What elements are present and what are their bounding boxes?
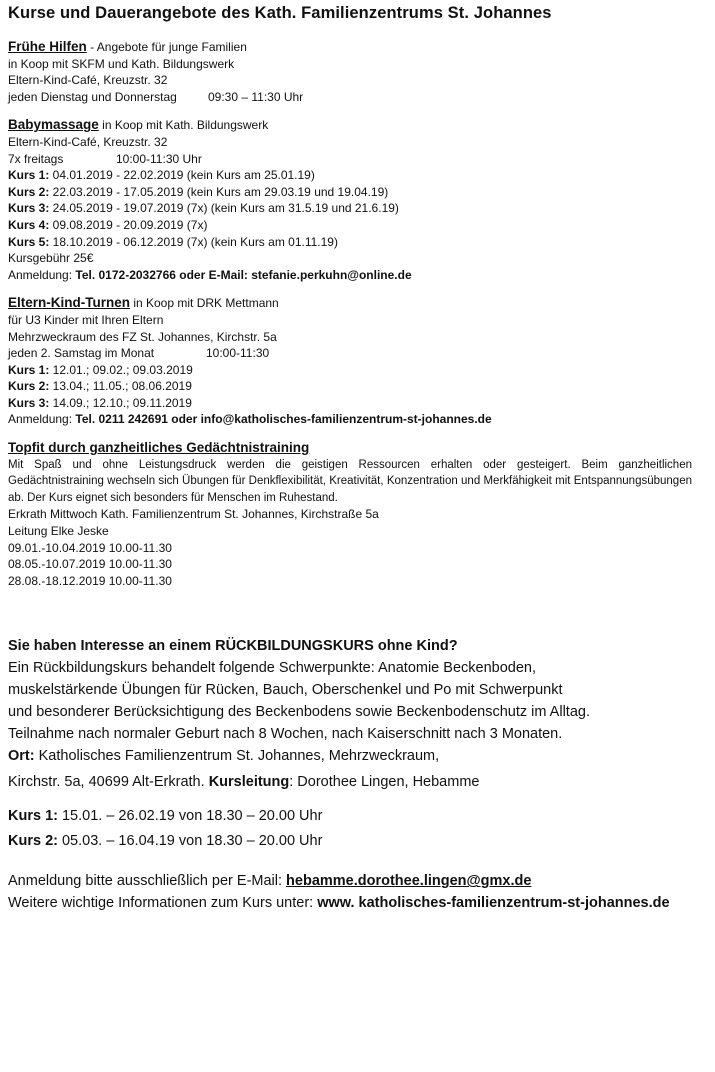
section-heading: Sie haben Interesse an einem RÜCKBILDUNGSKURS ohne Kind? [8,638,458,655]
section-subtitle: - Angebote für junge Familien [86,40,247,54]
schedule-time: 10:00-11:30 [206,346,270,361]
course-line [8,234,708,251]
signup-contact[interactable]: Tel. 0211 242691 oder info@katholisches-familienzentrum-st-johannes.de [75,412,492,427]
course-text: 14.09.; 12.10.; 09.11.2019 [49,395,192,410]
course-label: Kurs 3: [8,395,50,410]
course-line [8,378,708,395]
course-text: 22.03.2019 - 17.05.2019 (kein Kurs am 29.03.19 und 19.04.19) [49,184,389,199]
course-label: Kurs 5: [8,234,50,249]
date-line: 28.08.-18.12.2019 10.00-11.30 [8,573,172,588]
signup-contact[interactable]: Tel. 0172-2032766 oder E-Mail: stefanie.perkuhn@online.de [75,267,412,282]
section-rueckbildungskurs [8,635,708,914]
info-text-line [8,892,698,914]
date-line: 09.01.-10.04.2019 10.00-11.30 [8,540,172,555]
spacer [8,601,708,635]
info-line: in Koop mit SKFM und Kath. Bildungswerk [8,56,235,71]
course-line [8,830,708,852]
info-line: Eltern-Kind-Café, Kreuzstr. 32 [8,73,168,88]
section-fruehe-hilfen [8,39,708,105]
course-label: Kurs 1: [8,362,50,377]
leitung-label: Kursleitung [208,774,290,791]
course-line [8,805,708,827]
info-url[interactable]: www. katholisches-familienzentrum-st-johannes.de [317,895,670,912]
course-label: Kurs 1: [8,808,58,825]
schedule-days: 7x freitags [8,151,64,166]
signup-text: Anmeldung bitte ausschließlich per E-Mail: [8,873,287,890]
info-line: Ein Rückbildungskurs behandelt folgende Schwerpunkte: Anatomie Beckenboden, [8,660,536,677]
spacer [8,852,708,864]
course-text: 24.05.2019 - 19.07.2019 (7x) (kein Kurs am 31.5.19 und 21.6.19) [49,201,399,216]
info-text: Weitere wichtige Informationen zum Kurs unter: [8,895,318,912]
section-eltern-kind-turnen [8,295,708,428]
course-text: 09.08.2019 - 20.09.2019 (7x) [49,217,208,232]
section-gedaechtnistraining [8,440,708,589]
signup-label: Anmeldung: [8,412,76,427]
signup-label: Anmeldung: [8,267,76,282]
spacer [8,793,708,805]
course-line [8,167,708,184]
course-fee: Kursgebühr 25€ [8,251,94,266]
info-line: Eltern-Kind-Café, Kreuzstr. 32 [8,134,168,149]
course-text: 13.04.; 11.05.; 08.06.2019 [49,379,192,394]
flyer-page [8,4,708,914]
course-label: Kurs 3: [8,201,50,216]
course-label: Kurs 1: [8,168,50,183]
info-line: und besonderer Berücksichtigung des Beckenbodens sowie Beckenbodenschutz im Alltag. [8,704,590,721]
course-line [8,217,708,234]
section-subtitle: in Koop mit DRK Mettmann [130,296,279,311]
info-line: Erkrath Mittwoch Kath. Familienzentrum St. Johannes, Kirchstraße 5a [8,507,379,522]
section-subtitle: in Koop mit Kath. Bildungswerk [98,118,269,133]
address: Kirchstr. 5a, 40699 Alt-Erkrath. [8,774,209,791]
section-heading: Topfit durch ganzheitliches Gedächtnistraining [8,440,310,456]
schedule-days: jeden Dienstag und Donnerstag [8,89,177,104]
info-line: Mehrzweckraum des FZ St. Johannes, Kirchstr. 5a [8,329,277,344]
info-line: Teilnahme nach normaler Geburt nach 8 Wochen, nach Kaiserschnitt nach 3 Monaten. [8,726,563,743]
section-babymassage [8,117,708,283]
course-label: Kurs 4: [8,217,50,232]
info-line: für U3 Kinder mit Ihren Eltern [8,312,164,327]
section-heading: Frühe Hilfen [8,39,87,54]
course-label: Kurs 2: [8,833,58,850]
course-text: 05.03. – 16.04.19 von 18.30 – 20.00 Uhr [57,833,323,850]
course-line [8,362,708,379]
course-text: 04.01.2019 - 22.02.2019 (kein Kurs am 25.01.19) [49,168,315,183]
ort-value: Katholisches Familienzentrum St. Johannes, Mehrzweckraum, [34,748,440,765]
signup-email-link[interactable]: hebamme.dorothee.lingen@gmx.de [286,873,532,890]
leitung-value: : Dorothee Lingen, Hebamme [289,774,480,791]
schedule-time: 09:30 – 11:30 Uhr [208,89,304,104]
course-line [8,395,708,412]
course-text: 15.01. – 26.02.19 von 18.30 – 20.00 Uhr [57,808,323,825]
section-heading: Eltern-Kind-Turnen [8,295,130,311]
course-label: Kurs 2: [8,379,50,394]
course-text: 18.10.2019 - 06.12.2019 (7x) (kein Kurs am 01.11.19) [49,234,338,249]
date-line: 08.05.-10.07.2019 10.00-11.30 [8,557,172,572]
info-line: muskelstärkende Übungen für Rücken, Bauch, Oberschenkel und Po mit Schwerpunkt [8,682,563,699]
course-line [8,200,708,217]
course-text: 12.01.; 09.02.; 09.03.2019 [49,362,193,377]
schedule-time: 10:00-11:30 Uhr [116,151,202,166]
course-label: Kurs 2: [8,184,50,199]
ort-label: Ort: [8,748,35,765]
section-heading: Babymassage [8,117,99,133]
section-description: Mit Spaß und ohne Leistungsdruck werden die geistigen Ressourcen erhalten oder gesteigert. Beim ganzheitlichen Gedächtnistraining wechseln sich Übungen für Denkflexibilität, Kreativität, Konzentration und Merkfähigkeit mit Entspannungsübungen ab. Der Kurs eignet sich besonders für Menschen im Ruhestand. [8,458,692,504]
course-line [8,184,708,201]
schedule-days: jeden 2. Samstag im Monat [8,346,155,361]
page-title: Kurse und Dauerangebote des Kath. Familienzentrums St. Johannes [8,4,552,22]
leader-line: Leitung Elke Jeske [8,524,109,539]
